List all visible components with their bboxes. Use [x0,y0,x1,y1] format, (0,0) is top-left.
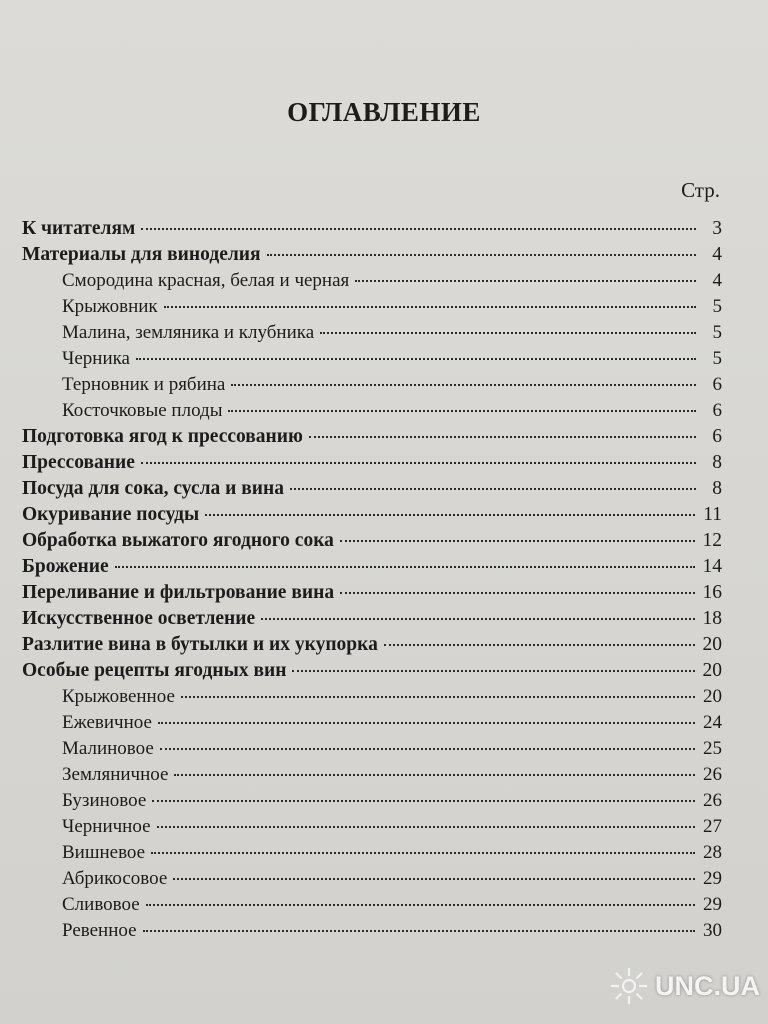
dot-leader [160,747,695,750]
toc-entry-title: Малиновое [62,738,154,759]
toc-entry-page-number: 16 [702,582,722,603]
toc-entry [22,320,722,346]
dot-leader [355,279,696,282]
toc-entry-page-number: 28 [703,842,722,863]
toc-entry-title: Сливовое [62,894,140,915]
dot-leader [267,253,696,256]
toc-entry [22,684,722,710]
toc-entry-page-number: 8 [712,478,722,499]
dot-leader [174,773,695,776]
toc-entry-page-number: 29 [703,894,722,915]
dot-leader [152,799,695,802]
toc-entry-page-number: 30 [703,920,722,941]
toc-entry-title: Прессование [22,452,135,473]
dot-leader [309,435,696,438]
toc-entry-page-number: 14 [702,556,722,577]
toc-entry-page-number: 24 [703,712,722,733]
toc-entry [22,866,722,892]
dot-leader [173,877,695,880]
toc-entry-title: Посуда для сока, сусла и вина [22,478,285,499]
toc-entry [22,736,722,762]
toc-entry-page-number: 4 [712,270,722,291]
toc-entry-page-number: 11 [703,504,722,525]
toc-entry-page-number: 20 [702,634,722,655]
toc-entry-page-number: 18 [702,608,722,629]
toc-entry-title: Крыжовенное [62,686,175,707]
toc-entry [22,762,722,788]
toc-entry [22,242,722,268]
dot-leader [261,617,694,620]
toc-entry [22,918,722,944]
toc-entry-page-number: 12 [702,530,722,551]
toc-entry [22,710,722,736]
dot-leader [340,591,694,594]
toc-entry-title: Бузиновое [62,790,147,811]
toc-entry [22,814,722,840]
toc-entry-title: Брожение [22,556,109,577]
toc-entry-title: Вишневое [62,842,146,863]
toc-entry-title: Обработка выжатого ягодного сока [22,530,334,551]
dot-leader [164,305,696,308]
dot-leader [136,357,696,360]
dot-leader [146,903,695,906]
toc-entry [22,476,722,502]
toc-entry-title: Особые рецепты ягодных вин [22,660,287,681]
toc-entry-title: Подготовка ягод к прессованию [22,426,303,447]
dot-leader [290,487,696,490]
dot-leader [115,565,695,568]
toc-entry [22,372,722,398]
toc-entry-page-number: 5 [712,322,722,343]
toc-entry-page-number: 25 [703,738,722,759]
toc-entry [22,502,722,528]
toc-entry-page-number: 8 [712,452,722,473]
dot-leader [143,929,695,932]
dot-leader [151,851,695,854]
dot-leader [141,461,696,464]
toc-entry-title: Крыжовник [62,296,158,317]
toc-entry-page-number: 29 [703,868,722,889]
page-title: ОГЛАВЛЕНИЕ [287,97,481,127]
toc-entry [22,892,722,918]
toc-entry-page-number: 27 [703,816,722,837]
toc-entry [22,658,722,684]
toc-entry [22,528,722,554]
toc-entry-page-number: 3 [712,218,722,239]
toc-entry [22,424,722,450]
toc-entry-page-number: 6 [712,426,722,447]
toc-entry-title: Косточковые плоды [62,400,223,421]
toc-entry [22,294,722,320]
toc-entry-title: Малина, земляника и клубника [62,322,315,343]
toc-entry [22,788,722,814]
toc-entry-page-number: 20 [702,660,722,681]
toc-entry [22,840,722,866]
dot-leader [231,383,696,386]
toc-entry-title: Материалы для виноделия [22,244,261,265]
toc-entry [22,216,722,242]
toc-entry [22,606,722,632]
toc-entry-page-number: 6 [712,374,722,395]
toc-entry-page-number: 26 [703,764,722,785]
toc-entry-title: Черничное [62,816,151,837]
toc-entry-title: Абрикосовое [62,868,168,889]
toc-entry [22,632,722,658]
toc-entry [22,580,722,606]
toc-entry-title: Переливание и фильтрование вина [22,582,335,603]
toc-entry-title: Черника [62,348,130,369]
toc-entry-title: Ежевичное [62,712,152,733]
dot-leader [340,539,695,542]
toc-entry [22,554,722,580]
page-column-header: Стр. [681,178,720,202]
toc-entry-page-number: 5 [712,348,722,369]
toc-entry-title: Земляничное [62,764,169,785]
dot-leader [181,695,695,698]
watermark-text: UNC.UA [655,970,760,1001]
starburst-logo-icon [609,966,649,1006]
dot-leader [205,513,695,516]
toc-entry-title: Ревенное [62,920,137,941]
toc-entry-page-number: 20 [703,686,722,707]
watermark [609,966,760,1006]
dot-leader [384,643,695,646]
toc-entry-title: К читателям [22,218,136,239]
toc-entry-page-number: 5 [712,296,722,317]
dot-leader [320,331,696,334]
toc-entry [22,398,722,424]
toc-entry-title: Смородина красная, белая и черная [62,270,350,291]
toc-entry-title: Искусственное осветление [22,608,256,629]
toc-entry-title: Разлитие вина в бутылки и их укупорка [22,634,378,655]
dot-leader [228,409,696,412]
table-of-contents [22,216,722,944]
dot-leader [158,721,695,724]
toc-entry-title: Окуривание посуды [22,504,200,525]
toc-entry [22,450,722,476]
toc-entry-page-number: 26 [703,790,722,811]
dot-leader [141,227,696,230]
toc-entry [22,268,722,294]
dot-leader [157,825,695,828]
toc-entry-page-number: 4 [712,244,722,265]
toc-entry-title: Терновник и рябина [62,374,226,395]
toc-entry-page-number: 6 [712,400,722,421]
toc-entry [22,346,722,372]
dot-leader [292,669,694,672]
